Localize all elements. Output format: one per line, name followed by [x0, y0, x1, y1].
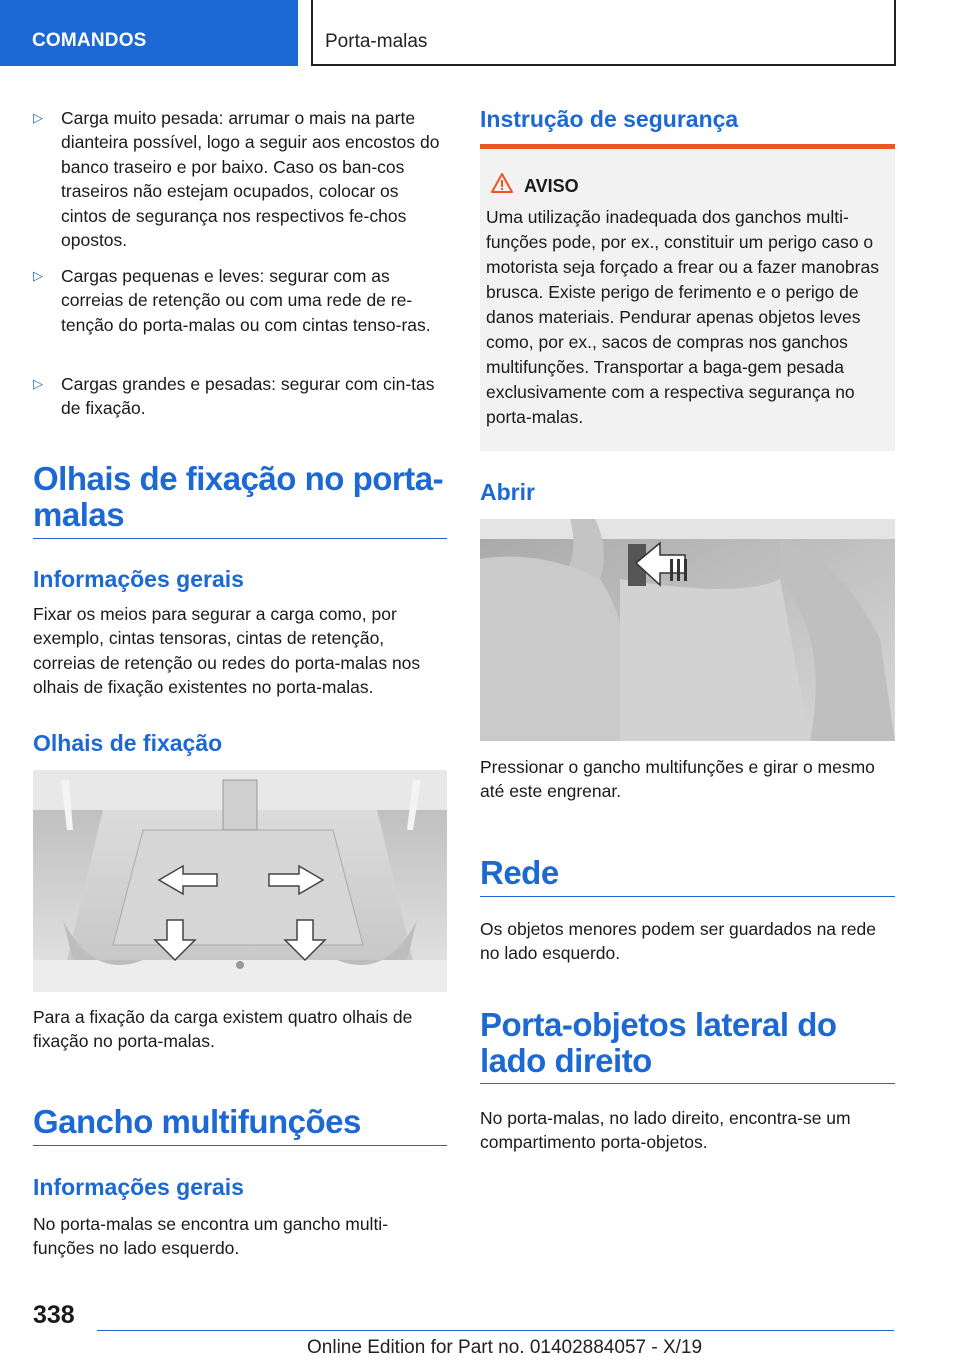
- heading-rule: [480, 896, 895, 897]
- bullet-triangle-icon: ▷: [33, 110, 43, 125]
- edition-note: Online Edition for Part no. 01402884057 - X/19: [307, 1337, 703, 1358]
- header-divider: [311, 0, 313, 66]
- multifunction-hook-image: [480, 519, 895, 741]
- paragraph-olhais: Para a fixação da carga existem quatro olhais de fixação no porta-malas.: [33, 1007, 413, 1052]
- paragraph-rede: Os objetos menores podem ser guardados na rede no lado esquerdo.: [480, 919, 876, 964]
- heading-rule: [33, 1145, 447, 1146]
- paragraph-gancho: No porta-malas se encontra um gancho multi-funções no lado esquerdo.: [33, 1214, 389, 1259]
- footer-rule: [97, 1330, 894, 1331]
- heading-rule: [480, 1083, 895, 1084]
- heading-rede: Rede: [480, 854, 559, 891]
- bullet-item: ▷ Cargas pequenas e leves: segurar com as correias de retenção ou com uma rede de re-tenção do porta-malas ou com cintas tenso-ras.: [33, 266, 431, 335]
- section-tab: [0, 0, 298, 66]
- bullet-item: ▷ Carga muito pesada: arrumar o mais na parte dianteira possível, logo a seguir aos encostos do banco traseiro e por baixo. Caso os ban-cos traseiros não estejam ocupados, colocar os cintos de segurança nos respectivos fe-chos opostos.: [33, 108, 440, 251]
- heading-instrucao-seguranca: Instrução de segurança: [480, 106, 739, 132]
- heading-rule: [33, 538, 447, 539]
- paragraph-porta-objetos: No porta-malas, no lado direito, encontra-se um compartimento porta-objetos.: [480, 1108, 851, 1153]
- bullet-triangle-icon: ▷: [33, 376, 43, 391]
- header-rule: [311, 64, 896, 66]
- heading-porta-objetos: Porta-objetos lateral do lado direito: [480, 1006, 837, 1079]
- page-title: Porta-malas: [325, 31, 428, 52]
- paragraph-abrir: Pressionar o gancho multifunções e girar o mesmo até este engrenar.: [480, 757, 875, 802]
- section-label: COMANDOS: [32, 30, 147, 51]
- warning-box: [480, 144, 895, 451]
- heading-olhais-porta-malas: Olhais de fixação no porta-malas: [33, 460, 444, 533]
- heading-informacoes-gerais-2: Informações gerais: [33, 1174, 244, 1200]
- warning-triangle-icon: [490, 172, 514, 194]
- warning-title: AVISO: [524, 176, 579, 196]
- bullet-triangle-icon: ▷: [33, 268, 43, 283]
- paragraph-info-gerais: Fixar os meios para segurar a carga como, por exemplo, cintas tensoras, cintas de retenção, correias de retenção ou redes do porta-malas nos olhais de fixação existentes no porta-malas.: [33, 604, 421, 698]
- heading-olhais-fixacao: Olhais de fixação: [33, 730, 223, 756]
- page-number: 338: [33, 1301, 75, 1329]
- warning-bar: [480, 144, 895, 149]
- bullet-item: ▷ Cargas grandes e pesadas: segurar com cin-tas de fixação.: [33, 374, 435, 419]
- heading-abrir: Abrir: [480, 479, 535, 505]
- header-divider-right: [894, 0, 896, 66]
- warning-text: Uma utilização inadequada dos ganchos multi-funções pode, por ex., constituir um perigo caso o motorista seja forçado a frear ou a fazer manobras brusca. Existe perigo de ferimento e o perigo de danos materiais. Pendurar apenas objetos leves como, por ex., sacos de compras nos ganchos multifunções. Transportar a baga-gem pesada exclusivamente com a respectiva segurança no porta-malas.: [486, 207, 879, 427]
- heading-gancho-multifuncoes: Gancho multifunções: [33, 1103, 361, 1140]
- heading-informacoes-gerais: Informações gerais: [33, 566, 244, 592]
- trunk-anchor-points-image: [33, 770, 447, 992]
